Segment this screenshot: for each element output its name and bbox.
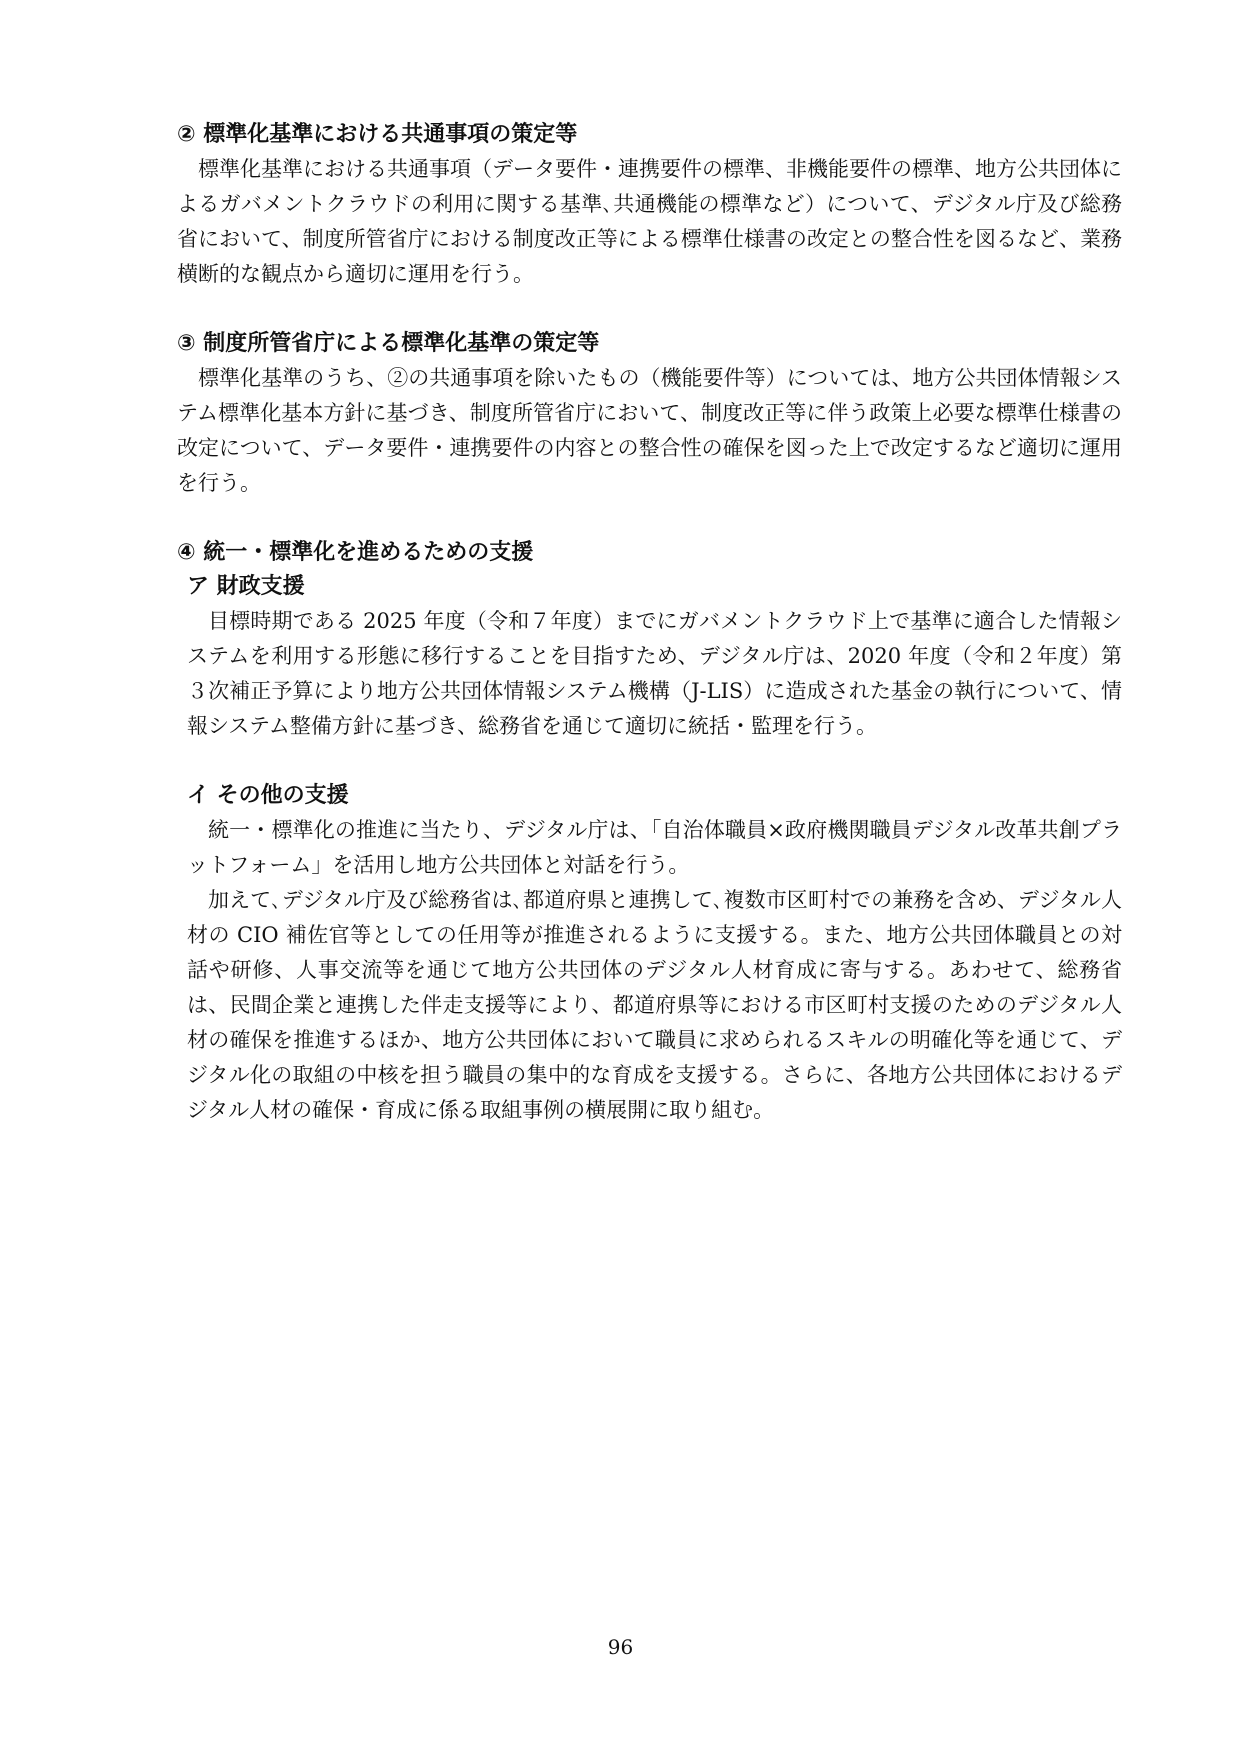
section-heading: ④ 統一・標準化を進めるための支援 [177, 540, 534, 565]
section-paragraph: 標準化基準のうち、②の共通事項を除いたもの（機能要件等）については、地方公共団体情報システム標準化基本方針に基づき、制度所管省庁において、制度改正等に伴う政策上必要な標準仕様書の改定について、データ要件・連携要件の内容との整合性の確保を図った上で改定するなど適切に運用を行う。 [177, 366, 1122, 495]
page-number: 96 [607, 1635, 634, 1659]
section-support [177, 536, 1122, 1128]
section-ministry-standards [177, 327, 1122, 501]
subsection-heading: ア 財政支援 [187, 574, 305, 599]
subsection-paragraph: 加えて､デジタル庁及び総務省は､都道府県と連携して､複数市区町村での兼務を含め、デジタル人材の CIO 補佐官等としての任用等が推進されるように支援する。また、地方公共団体職員との対話や研修、人事交流等を通じて地方公共団体のデジタル人材育成に寄与する。あわせて、総務省は、民間企業と連携した伴走支援等により、都道府県等における市区町村支援のためのデジタル人材の確保を推進するほか、地方公共団体において職員に求められるスキルの明確化等を通じて、デジタル化の取組の中核を担う職員の集中的な育成を支援する。さらに、各地方公共団体におけるデジタル人材の確保・育成に係る取組事例の横展開に取り組む。 [187, 888, 1122, 1122]
section-spacer [177, 501, 1122, 536]
subsection-paragraph: 目標時期である 2025 年度（令和７年度）までにガバメントクラウド上で基準に適合した情報システムを利用する形態に移行することを目指すため、デジタル庁は、2020 年度（令和２年度）第３次補正予算により地方公共団体情報システム機構（J-LIS）に造成された基金の執行について、情報システム整備方針に基づき、総務省を通じて適切に統括・監理を行う。 [187, 609, 1122, 738]
section-spacer [177, 744, 1122, 779]
section-heading: ② 標準化基準における共通事項の策定等 [177, 122, 578, 147]
subsection-heading: イ その他の支援 [187, 783, 349, 808]
subsection-paragraph: 統一・標準化の推進に当たり、デジタル庁は、「自治体職員×政府機関職員デジタル改革共創プラットフォーム」を活用し地方公共団体と対話を行う。 [187, 818, 1122, 877]
document-body [177, 118, 1122, 1128]
subsection-other-support [177, 779, 1122, 1128]
section-common-items [177, 118, 1122, 292]
section-spacer [177, 292, 1122, 327]
section-paragraph: 標準化基準における共通事項（データ要件・連携要件の標準、非機能要件の標準、地方公共団体によるガバメントクラウドの利用に関する基準､共通機能の標準など）について、デジタル庁及び総務省において、制度所管省庁における制度改正等による標準仕様書の改定との整合性を図るなど、業務横断的な観点から適切に運用を行う。 [177, 157, 1122, 286]
section-heading: ③ 制度所管省庁による標準化基準の策定等 [177, 331, 600, 356]
subsection-financial-support [177, 570, 1122, 744]
